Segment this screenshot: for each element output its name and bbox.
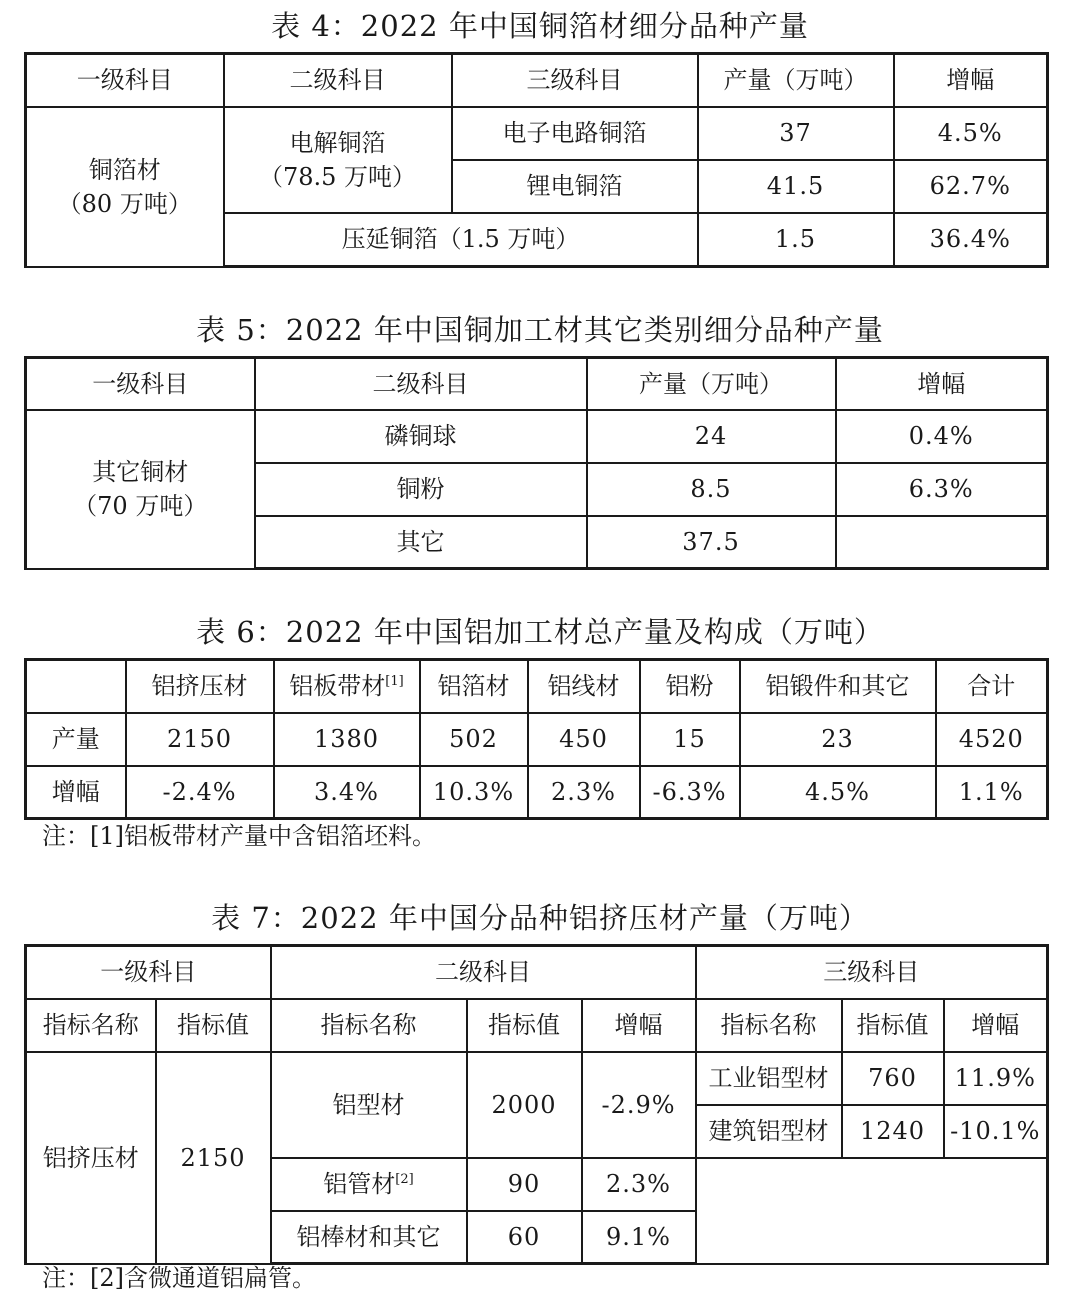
- table4-header-cell: 产量（万吨）: [698, 54, 894, 107]
- table7-sub-growth: 11.9%: [944, 1052, 1048, 1105]
- table7-col-header: 指标名称: [26, 999, 156, 1052]
- table7-col-header: 增幅: [944, 999, 1048, 1052]
- table6-cell-output: 4520: [936, 713, 1048, 766]
- table7-profile-name: 铝型材: [271, 1052, 467, 1158]
- table6-cell-growth: -2.4%: [126, 766, 274, 819]
- table6-header-cell: 铝粉: [640, 660, 740, 713]
- table6-cell-output: 2150: [126, 713, 274, 766]
- table7-profile-growth: -2.9%: [582, 1052, 696, 1158]
- table5-cell-output: 24: [587, 410, 836, 463]
- table5: [24, 356, 1049, 570]
- table6-cell-output: 450: [528, 713, 640, 766]
- table5-header-cell: 增幅: [836, 358, 1048, 410]
- table5-header-cell: 二级科目: [255, 358, 587, 410]
- table5-cell-output: 8.5: [587, 463, 836, 516]
- table5-cell-name: 铜粉: [255, 463, 587, 516]
- table4-header-row: [26, 54, 1048, 107]
- table7: [24, 944, 1049, 1265]
- table6-cell-growth: -6.3%: [640, 766, 740, 819]
- table6-cell-growth: 1.1%: [936, 766, 1048, 819]
- table7-col-header: 指标名称: [696, 999, 842, 1052]
- table6-note: 注：[1]铝板带材产量中含铝箔坯料。: [42, 822, 436, 850]
- table4-cell-growth: 62.7%: [894, 160, 1048, 213]
- table6-caption: 表 6：2022 年中国铝加工材总产量及构成（万吨）: [196, 615, 884, 649]
- table4-cell-growth: 4.5%: [894, 107, 1048, 160]
- table4-electrolytic-name: 电解铜箔: [289, 128, 386, 157]
- table6-header-cell: 铝挤压材: [126, 660, 274, 713]
- table7-level1-name: 铝挤压材: [26, 1052, 156, 1264]
- table4-level1-name: 铜箔材: [88, 155, 161, 184]
- table4-cell-name: 电子电路铜箔: [452, 107, 698, 160]
- table5-level1-name: 其它铜材: [92, 458, 189, 486]
- table6-header-cell: 铝箔材: [420, 660, 528, 713]
- table6-header-cell: [274, 660, 420, 713]
- table6-header-cell: 合计: [936, 660, 1048, 713]
- table7-level1-value: 2150: [156, 1052, 271, 1264]
- table4-electrolytic-cell: [224, 107, 452, 213]
- table5-header-row: [26, 358, 1048, 410]
- table7-empty-cell: [696, 1158, 1048, 1264]
- table6-cell-output: 15: [640, 713, 740, 766]
- table6-cell-output: 23: [740, 713, 936, 766]
- table6-cell-output: 502: [420, 713, 528, 766]
- table6-cell-growth: 4.5%: [740, 766, 936, 819]
- table4-cell-output: 37: [698, 107, 894, 160]
- table7-rod-name: 铝棒材和其它: [271, 1211, 467, 1264]
- table6-cell-growth: 3.4%: [274, 766, 420, 819]
- table4-electrolytic-total: （78.5 万吨）: [258, 162, 417, 191]
- table4-cell-growth: 36.4%: [894, 213, 1048, 267]
- table6-cell-output: 1380: [274, 713, 420, 766]
- table5-cell-growth: 0.4%: [836, 410, 1048, 463]
- table4-header-cell: 一级科目: [26, 54, 224, 107]
- table6: [24, 658, 1049, 820]
- table4-header-cell: 三级科目: [452, 54, 698, 107]
- table7-tube-value: 90: [467, 1158, 582, 1211]
- table7-group-header: 三级科目: [696, 946, 1048, 999]
- table6-header-cell: 铝线材: [528, 660, 640, 713]
- table7-tube-name: 铝管材: [323, 1170, 396, 1198]
- table7-sub-name: 建筑铝型材: [696, 1105, 842, 1158]
- table-row: [26, 107, 1048, 160]
- table7-sub-name: 工业铝型材: [696, 1052, 842, 1105]
- table5-header-cell: 产量（万吨）: [587, 358, 836, 410]
- table7-group-header: 二级科目: [271, 946, 696, 999]
- table7-note: 注：[2]含微通道铝扁管。: [42, 1264, 316, 1292]
- table6-header-row: [26, 660, 1048, 713]
- table7-profile-value: 2000: [467, 1052, 582, 1158]
- table5-cell-growth: [836, 516, 1048, 569]
- table7-group-header-row: [26, 946, 1048, 999]
- table7-col-header: 指标名称: [271, 999, 467, 1052]
- table4-header-cell: 增幅: [894, 54, 1048, 107]
- table7-col-header: 指标值: [467, 999, 582, 1052]
- table5-cell-name: 磷铜球: [255, 410, 587, 463]
- table-row: [26, 1052, 1048, 1105]
- table6-header-cell: 铝锻件和其它: [740, 660, 936, 713]
- table-row: [26, 766, 1048, 819]
- table4: [24, 52, 1049, 268]
- table4-header-cell: 二级科目: [224, 54, 452, 107]
- table5-header-cell: 一级科目: [26, 358, 255, 410]
- table6-row-label: 产量: [26, 713, 126, 766]
- table4-level1-total: （80 万吨）: [57, 189, 192, 218]
- table5-level1-total: （70 万吨）: [73, 492, 208, 520]
- footnote-marker: [1]: [385, 674, 404, 690]
- table7-col-header: 增幅: [582, 999, 696, 1052]
- table5-cell-growth: 6.3%: [836, 463, 1048, 516]
- table7-col-header: 指标值: [156, 999, 271, 1052]
- table7-tube-name-cell: [271, 1158, 467, 1211]
- table7-tube-growth: 2.3%: [582, 1158, 696, 1211]
- table7-rod-value: 60: [467, 1211, 582, 1264]
- table6-row-label: 增幅: [26, 766, 126, 819]
- table-row: [26, 410, 1048, 463]
- table4-caption: 表 4：2022 年中国铜箔材细分品种产量: [271, 9, 809, 43]
- table4-cell-output: 41.5: [698, 160, 894, 213]
- table7-col-header: 指标值: [842, 999, 944, 1052]
- table4-cell-name: 锂电铜箔: [452, 160, 698, 213]
- table7-column-header-row: [26, 999, 1048, 1052]
- table5-level1-cell: [26, 410, 255, 569]
- table6-cell-growth: 10.3%: [420, 766, 528, 819]
- table7-sub-growth: -10.1%: [944, 1105, 1048, 1158]
- table4-cell-output: 1.5: [698, 213, 894, 267]
- table7-sub-value: 1240: [842, 1105, 944, 1158]
- table6-header-sheet-label: 铝板带材: [289, 672, 386, 701]
- table4-cell-rolled-name: 压延铜箔（1.5 万吨）: [224, 213, 698, 267]
- table7-rod-growth: 9.1%: [582, 1211, 696, 1264]
- table5-cell-name: 其它: [255, 516, 587, 569]
- footnote-marker: [2]: [395, 1172, 414, 1187]
- table6-header-corner: [26, 660, 126, 713]
- table5-cell-output: 37.5: [587, 516, 836, 569]
- table7-sub-value: 760: [842, 1052, 944, 1105]
- table-row: [26, 713, 1048, 766]
- table5-caption: 表 5：2022 年中国铜加工材其它类别细分品种产量: [196, 313, 884, 347]
- table7-caption: 表 7：2022 年中国分品种铝挤压材产量（万吨）: [211, 901, 869, 935]
- table7-group-header: 一级科目: [26, 946, 271, 999]
- table6-cell-growth: 2.3%: [528, 766, 640, 819]
- table4-level1-cell: [26, 107, 224, 267]
